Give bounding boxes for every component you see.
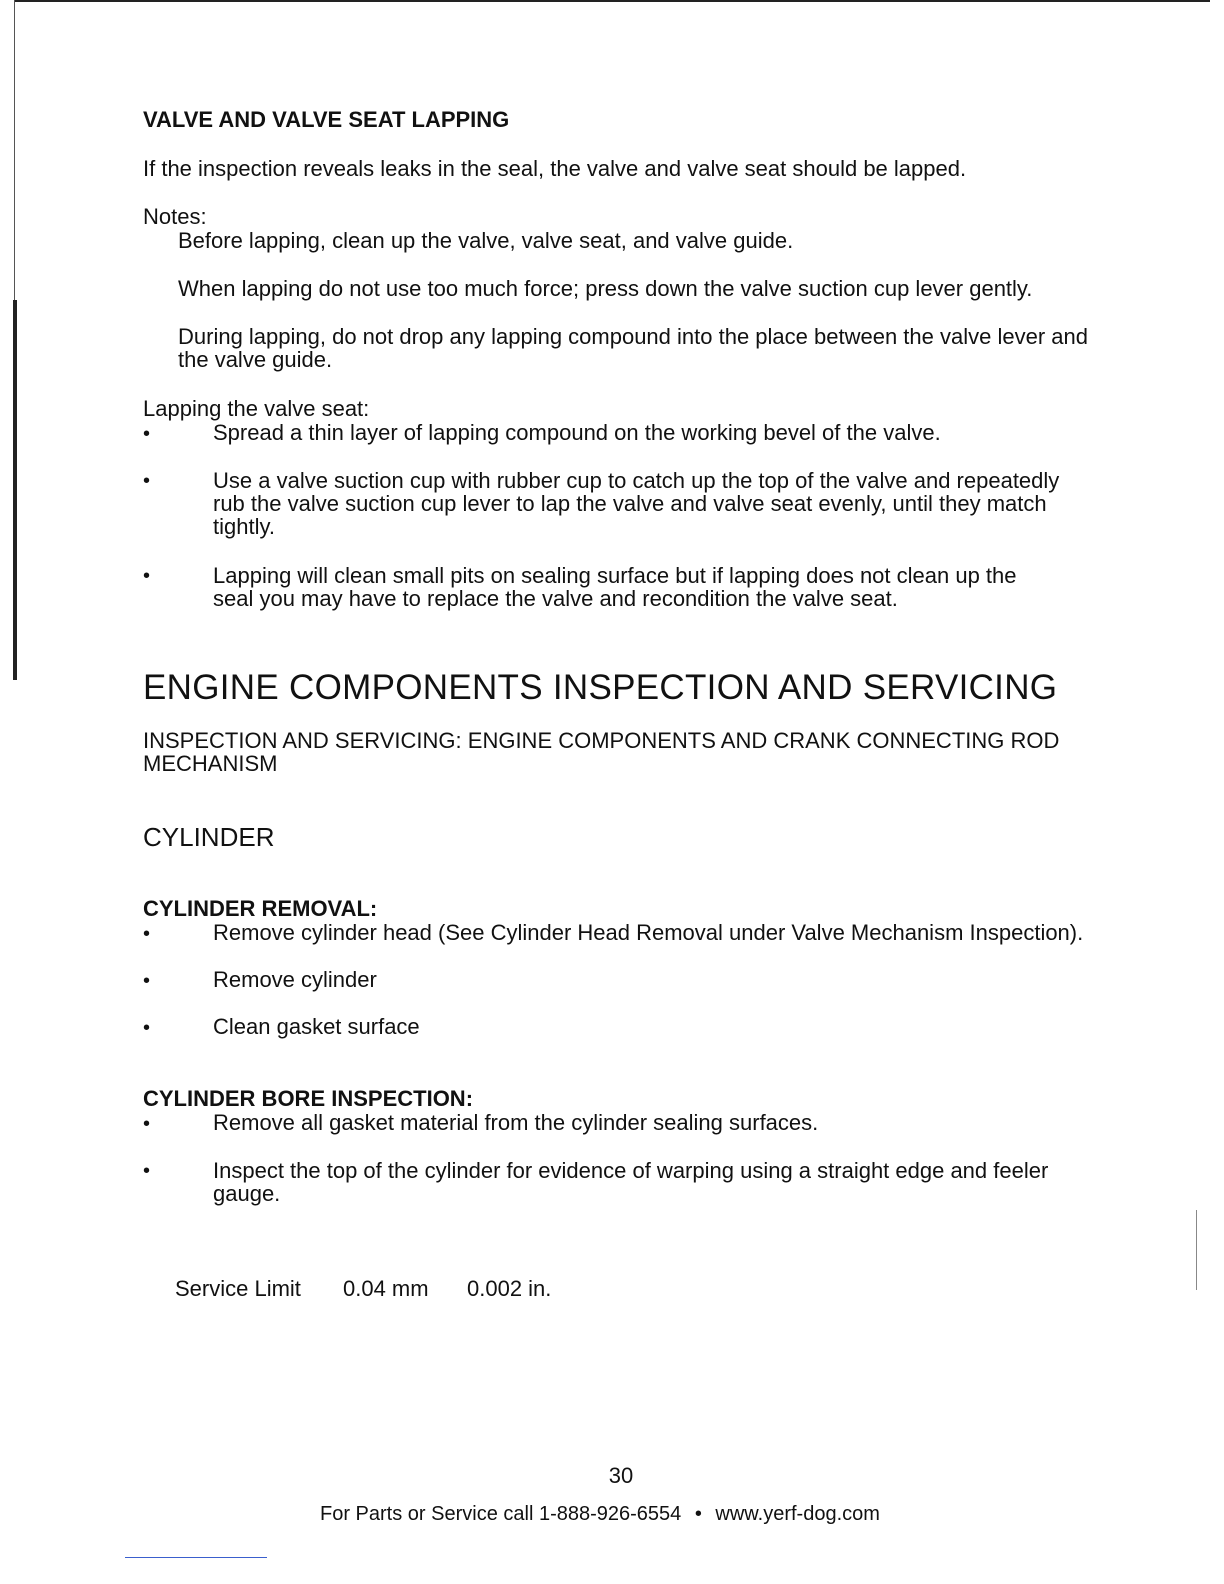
list-item: Spread a thin layer of lapping compound on the working bevel of the valve. bbox=[213, 420, 941, 445]
list-item: Remove cylinder head (See Cylinder Head Removal under Valve Mechanism Inspection). bbox=[213, 920, 1084, 945]
note-item: During lapping, do not drop any lapping compound into the place between the valve lever and the valve guide. bbox=[178, 324, 1088, 372]
list-item: Use a valve suction cup with rubber cup to catch up the top of the valve and repeatedly rub the valve suction cup lever to lap the valve and valve seat evenly, until they match tightly. bbox=[213, 468, 1060, 539]
service-limit-metric: 0.04 mm bbox=[343, 1276, 429, 1301]
engine-section-title: ENGINE COMPONENTS INSPECTION AND SERVICING bbox=[143, 668, 1058, 707]
list-item: Lapping will clean small pits on sealing surface but if lapping does not clean up the seal you may have to replace the valve and recondition the valve seat. bbox=[213, 563, 1017, 611]
footer-website: www.yerf-dog.com bbox=[715, 1503, 880, 1525]
service-limit-imperial: 0.002 in. bbox=[467, 1276, 552, 1301]
bore-inspection-heading: CYLINDER BORE INSPECTION: bbox=[143, 1086, 474, 1111]
bullet-marker: • bbox=[143, 1160, 151, 1182]
list-item: Remove cylinder bbox=[213, 967, 377, 992]
scan-border-bottom bbox=[125, 1557, 267, 1558]
bullet-marker: • bbox=[143, 423, 151, 445]
cylinder-removal-heading: CYLINDER REMOVAL: bbox=[143, 896, 378, 921]
lapping-label: Lapping the valve seat: bbox=[143, 396, 370, 421]
footer-contact-line bbox=[320, 1502, 880, 1526]
bullet-marker: • bbox=[143, 1113, 151, 1135]
list-item: Clean gasket surface bbox=[213, 1014, 420, 1039]
list-item: Remove all gasket material from the cylinder sealing surfaces. bbox=[213, 1110, 819, 1135]
note-item: When lapping do not use too much force; press down the valve suction cup lever gently. bbox=[178, 276, 1033, 301]
cylinder-heading: CYLINDER bbox=[143, 822, 275, 852]
scan-border-left-bold bbox=[13, 300, 17, 680]
page-number: 30 bbox=[608, 1463, 634, 1488]
bullet-marker: • bbox=[143, 1017, 151, 1039]
footer-contact: For Parts or Service call 1-888-926-6554 bbox=[320, 1503, 682, 1525]
engine-section-subtitle: INSPECTION AND SERVICING: ENGINE COMPONENTS AND CRANK CONNECTING ROD MECHANISM bbox=[143, 728, 1060, 776]
bullet-marker: • bbox=[143, 470, 151, 492]
scan-border-right bbox=[1196, 1210, 1197, 1290]
scan-border-top bbox=[14, 0, 1210, 2]
service-limit-label: Service Limit bbox=[175, 1276, 301, 1301]
bullet-marker: • bbox=[143, 565, 151, 587]
list-item: Inspect the top of the cylinder for evidence of warping using a straight edge and feeler gauge. bbox=[213, 1158, 1049, 1206]
bullet-marker: • bbox=[143, 970, 151, 992]
footer-separator: • bbox=[694, 1503, 702, 1525]
note-item: Before lapping, clean up the valve, valve seat, and valve guide. bbox=[178, 228, 794, 253]
bullet-marker: • bbox=[143, 923, 151, 945]
valve-lapping-heading: VALVE AND VALVE SEAT LAPPING bbox=[143, 107, 510, 132]
notes-label: Notes: bbox=[143, 204, 207, 229]
valve-lapping-intro: If the inspection reveals leaks in the seal, the valve and valve seat should be lapped. bbox=[143, 156, 967, 181]
